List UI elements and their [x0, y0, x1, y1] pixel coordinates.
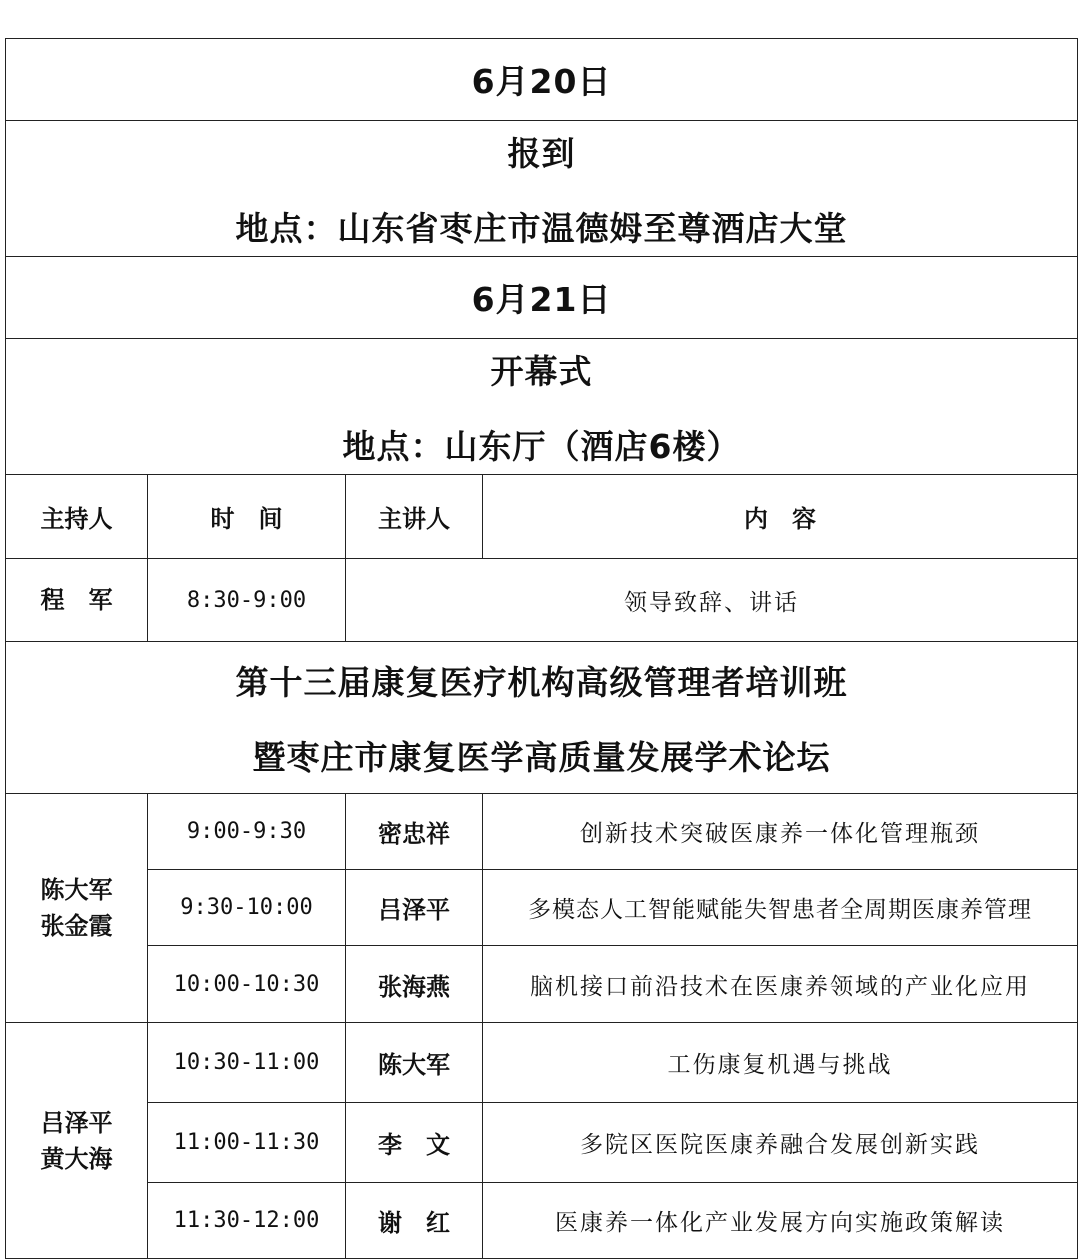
day2-date-row [6, 257, 1078, 339]
opening-host: 程 军 [6, 559, 148, 642]
schedule-table [5, 38, 1078, 1259]
session1-hosts [6, 794, 148, 1023]
header-content: 内 容 [483, 475, 1078, 559]
day1-checkin-row [6, 121, 1078, 257]
opening-venue: 地点：山东厅（酒店6楼） [342, 426, 741, 466]
forum-title-cell [6, 642, 1078, 794]
session2-host2: 黄大海 [40, 1144, 113, 1173]
talk-topic: 脑机接口前沿技术在医康养领域的产业化应用 [483, 946, 1078, 1023]
talk-time: 11:00-11:30 [148, 1103, 346, 1183]
opening-speech-row [6, 559, 1078, 642]
table-row [6, 1023, 1078, 1103]
checkin-venue: 地点：山东省枣庄市温德姆至尊酒店大堂 [235, 208, 848, 248]
session2-host1: 吕泽平 [40, 1108, 113, 1137]
talk-topic: 多模态人工智能赋能失智患者全周期医康养管理 [483, 870, 1078, 946]
header-time: 时 间 [148, 475, 346, 559]
forum-title-line2: 暨枣庄市康复医学高质量发展学术论坛 [252, 737, 831, 777]
talk-time: 11:30-12:00 [148, 1183, 346, 1259]
forum-title-row [6, 642, 1078, 794]
opening-content: 领导致辞、讲话 [346, 559, 1078, 642]
opening-ceremony-cell [6, 339, 1078, 475]
opening-ceremony-row [6, 339, 1078, 475]
header-host: 主持人 [6, 475, 148, 559]
opening-time: 8:30-9:00 [148, 559, 346, 642]
talk-topic: 医康养一体化产业发展方向实施政策解读 [483, 1183, 1078, 1259]
talk-speaker: 密忠祥 [346, 794, 483, 870]
session1-host2: 张金霞 [40, 912, 113, 940]
talk-speaker: 吕泽平 [346, 870, 483, 946]
checkin-title: 报到 [507, 133, 576, 173]
talk-speaker: 李 文 [346, 1103, 483, 1183]
talk-topic: 创新技术突破医康养一体化管理瓶颈 [483, 794, 1078, 870]
talk-speaker: 张海燕 [346, 946, 483, 1023]
day1-checkin-cell [6, 121, 1078, 257]
column-header-row [6, 475, 1078, 559]
talk-time: 9:30-10:00 [148, 870, 346, 946]
day1-date: 6月20日 [6, 39, 1078, 121]
day2-date: 6月21日 [6, 257, 1078, 339]
talk-time: 10:00-10:30 [148, 946, 346, 1023]
talk-topic: 工伤康复机遇与挑战 [483, 1023, 1078, 1103]
day1-date-row [6, 39, 1078, 121]
talk-speaker: 陈大军 [346, 1023, 483, 1103]
talk-speaker: 谢 红 [346, 1183, 483, 1259]
talk-time: 9:00-9:30 [148, 794, 346, 870]
table-row [6, 946, 1078, 1023]
opening-title: 开幕式 [490, 351, 593, 391]
session2-hosts [6, 1023, 148, 1259]
talk-topic: 多院区医院医康养融合发展创新实践 [483, 1103, 1078, 1183]
session1-host1: 陈大军 [40, 876, 113, 904]
table-row [6, 1183, 1078, 1259]
talk-time: 10:30-11:00 [148, 1023, 346, 1103]
header-speaker: 主讲人 [346, 475, 483, 559]
table-row [6, 1103, 1078, 1183]
table-row [6, 794, 1078, 870]
table-row [6, 870, 1078, 946]
forum-title-line1: 第十三届康复医疗机构高级管理者培训班 [235, 662, 848, 702]
